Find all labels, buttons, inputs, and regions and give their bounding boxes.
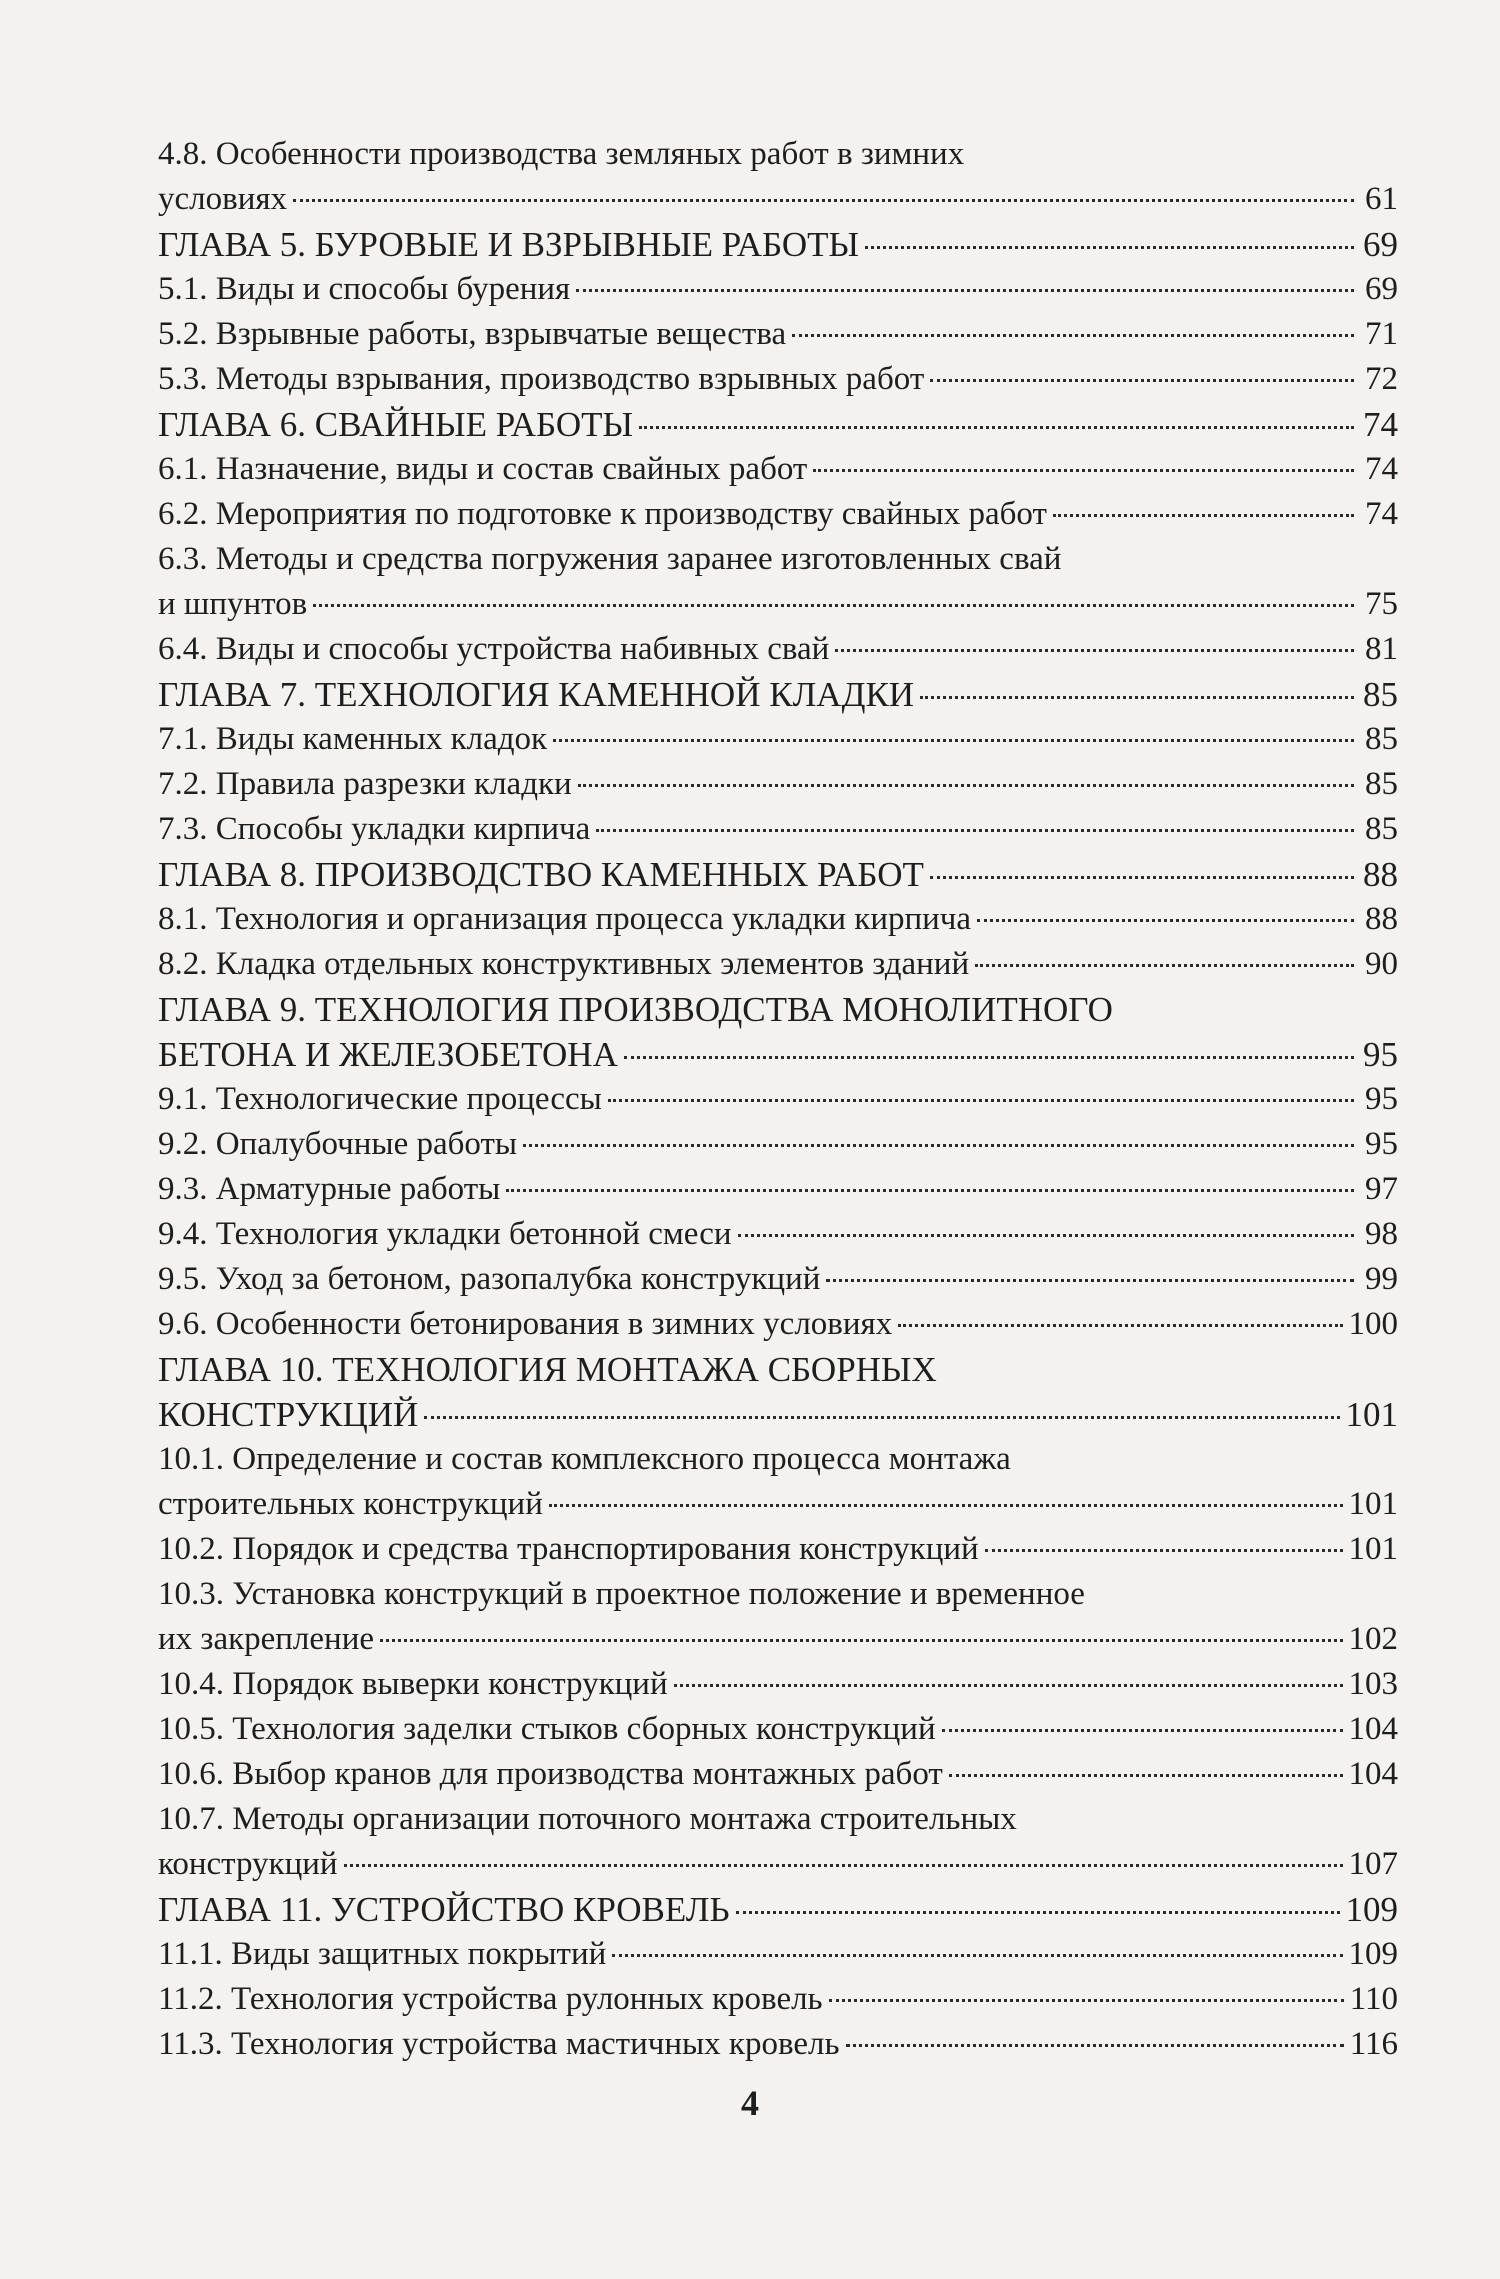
toc-entry-page: 71 (1365, 316, 1398, 352)
toc-entry-line (158, 492, 1398, 537)
dot-leader (977, 919, 1354, 922)
toc-entry-title-first-line: 10.3. Установка конструкций в проектное положение и временное (158, 1576, 1085, 1612)
toc-entry-title: 9.3. Арматурные работы (158, 1171, 501, 1207)
dot-leader (523, 1144, 1354, 1147)
toc-entry-page: 95 (1365, 1081, 1398, 1117)
toc-section-entry (158, 1932, 1398, 1977)
dot-leader (736, 1911, 1340, 1914)
toc-section-entry (158, 492, 1398, 537)
toc-entry-title: ГЛАВА 6. СВАЙНЫЕ РАБОТЫ (158, 405, 634, 444)
toc-section-entry (158, 1122, 1398, 1167)
toc-entry-title: 5.3. Методы взрывания, производство взрывных работ (158, 361, 925, 397)
toc-entry-page: 90 (1365, 946, 1398, 982)
toc-entry-page: 101 (1348, 1486, 1398, 1522)
toc-entry-title: 5.2. Взрывные работы, взрывчатые вещества (158, 316, 787, 352)
dot-leader (826, 1279, 1354, 1282)
toc-chapter-entry (158, 402, 1398, 447)
dot-leader (344, 1864, 1343, 1867)
dot-leader (738, 1234, 1354, 1237)
toc-entry-title-first-line: ГЛАВА 9. ТЕХНОЛОГИЯ ПРОИЗВОДСТВА МОНОЛИТНОГО (158, 990, 1113, 1029)
toc-entry-line (158, 1257, 1398, 1302)
toc-entry-page: 72 (1365, 361, 1398, 397)
dot-leader (829, 1999, 1344, 2002)
toc-entry-title: конструкций (158, 1846, 338, 1882)
toc-chapter-entry (158, 1347, 1398, 1437)
toc-entry-page: 101 (1345, 1395, 1398, 1434)
toc-entry-title: условиях (158, 181, 288, 217)
toc-section-entry (158, 1167, 1398, 1212)
toc-entry-page: 85 (1365, 766, 1398, 802)
toc-section-entry (158, 762, 1398, 807)
toc-section-entry (158, 1662, 1398, 1707)
page-number: 4 (741, 2083, 759, 2123)
toc-section-entry (158, 1077, 1398, 1122)
toc-section-entry (158, 1977, 1398, 2022)
toc-entry-title: 6.2. Мероприятия по подготовке к производству свайных работ (158, 496, 1047, 532)
toc-section-entry (158, 717, 1398, 762)
toc-entry-page: 103 (1348, 1666, 1398, 1702)
toc-entry-line (158, 717, 1398, 762)
dot-leader (792, 334, 1354, 337)
toc-entry-line (158, 177, 1398, 222)
toc-entry-title: 6.4. Виды и способы устройства набивных свай (158, 631, 830, 667)
toc-entry-page: 110 (1349, 1981, 1398, 2017)
toc-entry-line (158, 357, 1398, 402)
toc-entry-title: 7.2. Правила разрезки кладки (158, 766, 572, 802)
dot-leader (553, 739, 1354, 742)
dot-leader (639, 426, 1354, 429)
toc-entry-page: 97 (1365, 1171, 1398, 1207)
toc-entry-line (158, 312, 1398, 357)
toc-section-entry (158, 267, 1398, 312)
toc-chapter-entry (158, 672, 1398, 717)
toc-entry-title-first-line: ГЛАВА 10. ТЕХНОЛОГИЯ МОНТАЖА СБОРНЫХ (158, 1350, 937, 1389)
toc-entry-page: 95 (1365, 1126, 1398, 1162)
toc-entry-title: 8.1. Технология и организация процесса укладки кирпича (158, 901, 972, 937)
toc-entry-line (158, 1122, 1398, 1167)
dot-leader (624, 1056, 1354, 1059)
toc-entry-line (158, 627, 1398, 672)
toc-entry-line (158, 2022, 1398, 2067)
dot-leader (380, 1639, 1342, 1642)
dot-leader (576, 289, 1354, 292)
toc-section-entry (158, 897, 1398, 942)
toc-entry-page: 109 (1348, 1936, 1398, 1972)
toc-entry-page: 85 (1365, 811, 1398, 847)
toc-entry-title: 10.5. Технология заделки стыков сборных конструкций (158, 1711, 936, 1747)
toc-entry-line (158, 1527, 1398, 1572)
toc-entry-title: 9.4. Технология укладки бетонной смеси (158, 1216, 732, 1252)
toc-entry-title: ГЛАВА 5. БУРОВЫЕ И ВЗРЫВНЫЕ РАБОТЫ (158, 225, 860, 264)
toc-entry-line (158, 1077, 1398, 1122)
toc-entry-title: 9.1. Технологические процессы (158, 1081, 602, 1117)
toc-entry-page: 69 (1363, 225, 1398, 264)
toc-entry-line (158, 942, 1398, 987)
toc-entry-title: 10.4. Порядок выверки конструкций (158, 1666, 668, 1702)
dot-leader (424, 1416, 1339, 1419)
toc-entry-title: ГЛАВА 7. ТЕХНОЛОГИЯ КАМЕННОЙ КЛАДКИ (158, 675, 915, 714)
toc-entry-title-first-line: 10.1. Определение и состав комплексного процесса монтажа (158, 1441, 1011, 1477)
toc-entry-line (158, 222, 1398, 267)
toc-section-entry (158, 1752, 1398, 1797)
toc-entry-page: 74 (1365, 451, 1398, 487)
toc-entry-page: 107 (1348, 1846, 1398, 1882)
toc-section-entry (158, 807, 1398, 852)
dot-leader (549, 1504, 1343, 1507)
toc-section-entry (158, 312, 1398, 357)
toc-entry-page: 102 (1348, 1621, 1398, 1657)
toc-entry-title-first-line: 4.8. Особенности производства земляных работ в зимних (158, 136, 965, 172)
dot-leader (985, 1549, 1343, 1552)
dot-leader (313, 604, 1354, 607)
toc-entry-title: 8.2. Кладка отдельных конструктивных элементов зданий (158, 946, 970, 982)
dot-leader (920, 696, 1354, 699)
toc-entry-title-first-line: 6.3. Методы и средства погружения заранее изготовленных свай (158, 541, 1062, 577)
dot-leader (949, 1774, 1343, 1777)
toc-entry-page: 100 (1348, 1306, 1398, 1342)
toc-entry-line (158, 762, 1398, 807)
toc-entry-title: БЕТОНА И ЖЕЛЕЗОБЕТОНА (158, 1035, 618, 1074)
toc-entry-title: 7.3. Способы укладки кирпича (158, 811, 591, 847)
toc-chapter-entry (158, 852, 1398, 897)
toc-entry-line (158, 267, 1398, 312)
toc-entry-title: 10.6. Выбор кранов для производства монтажных работ (158, 1756, 943, 1792)
dot-leader (930, 876, 1354, 879)
toc-entry-line (158, 1212, 1398, 1257)
toc-section-entry (158, 2022, 1398, 2067)
toc-entry-page: 88 (1363, 855, 1398, 894)
dot-leader (846, 2044, 1344, 2047)
toc-entry-title: 11.3. Технология устройства мастичных кровель (158, 2026, 840, 2062)
toc-section-entry (158, 537, 1398, 627)
toc-entry-page: 109 (1345, 1890, 1398, 1929)
toc-entry-title: 9.6. Особенности бетонирования в зимних условиях (158, 1306, 893, 1342)
dot-leader (975, 964, 1354, 967)
toc-entry-title: КОНСТРУКЦИЙ (158, 1395, 419, 1434)
toc-entry-title: и шпунтов (158, 586, 308, 622)
toc-entry-page: 74 (1365, 496, 1398, 532)
toc-entry-title: строительных конструкций (158, 1486, 543, 1522)
toc-entry-line (158, 897, 1398, 942)
toc-section-entry (158, 1707, 1398, 1752)
table-of-contents (158, 132, 1398, 2067)
toc-section-entry (158, 942, 1398, 987)
toc-section-entry (158, 627, 1398, 672)
toc-entry-page: 74 (1363, 405, 1398, 444)
dot-leader (506, 1189, 1354, 1192)
toc-entry-line (158, 1617, 1398, 1662)
toc-entry-line (158, 852, 1398, 897)
dot-leader (612, 1954, 1342, 1957)
toc-entry-line (158, 1752, 1398, 1797)
toc-entry-title: 5.1. Виды и способы бурения (158, 271, 571, 307)
toc-entry-line (158, 1662, 1398, 1707)
toc-section-entry (158, 1302, 1398, 1347)
toc-entry-page: 61 (1365, 181, 1398, 217)
dot-leader (608, 1099, 1354, 1102)
toc-entry-title: их закрепление (158, 1621, 375, 1657)
toc-entry-line (158, 402, 1398, 447)
toc-entry-page: 99 (1365, 1261, 1398, 1297)
toc-section-entry (158, 1572, 1398, 1662)
toc-entry-title: 9.5. Уход за бетоном, разопалубка конструкций (158, 1261, 821, 1297)
toc-entry-page: 104 (1348, 1711, 1398, 1747)
toc-entry-title: 7.1. Виды каменных кладок (158, 721, 548, 757)
toc-entry-page: 75 (1365, 586, 1398, 622)
toc-entry-line (158, 1032, 1398, 1077)
toc-section-entry (158, 1527, 1398, 1572)
toc-entry-page: 88 (1365, 901, 1398, 937)
toc-section-entry (158, 1257, 1398, 1302)
dot-leader (578, 784, 1354, 787)
toc-entry-line (158, 1392, 1398, 1437)
toc-entry-line (158, 1302, 1398, 1347)
toc-entry-line (158, 1887, 1398, 1932)
toc-entry-page: 101 (1348, 1531, 1398, 1567)
toc-entry-line (158, 807, 1398, 852)
dot-leader (865, 246, 1354, 249)
toc-entry-page: 98 (1365, 1216, 1398, 1252)
dot-leader (898, 1324, 1342, 1327)
toc-section-entry (158, 132, 1398, 222)
toc-section-entry (158, 447, 1398, 492)
toc-chapter-entry (158, 222, 1398, 267)
dot-leader (942, 1729, 1343, 1732)
toc-section-entry (158, 1437, 1398, 1527)
toc-entry-title: 6.1. Назначение, виды и состав свайных работ (158, 451, 808, 487)
toc-entry-title-first-line: 10.7. Методы организации поточного монтажа строительных (158, 1801, 1017, 1837)
toc-entry-line (158, 1707, 1398, 1752)
toc-chapter-entry (158, 1887, 1398, 1932)
dot-leader (813, 469, 1354, 472)
toc-entry-page: 95 (1363, 1035, 1398, 1074)
toc-entry-title: 11.2. Технология устройства рулонных кровель (158, 1981, 823, 2017)
toc-entry-title: 9.2. Опалубочные работы (158, 1126, 518, 1162)
toc-entry-line (158, 672, 1398, 717)
dot-leader (930, 379, 1354, 382)
dot-leader (674, 1684, 1343, 1687)
toc-entry-line (158, 1167, 1398, 1212)
toc-section-entry (158, 357, 1398, 402)
toc-entry-title: 11.1. Виды защитных покрытий (158, 1936, 607, 1972)
toc-entry-page: 85 (1363, 675, 1398, 714)
toc-entry-page: 116 (1349, 2026, 1398, 2062)
toc-section-entry (158, 1797, 1398, 1887)
toc-chapter-entry (158, 987, 1398, 1077)
toc-section-entry (158, 1212, 1398, 1257)
toc-entry-line (158, 1842, 1398, 1887)
dot-leader (293, 199, 1354, 202)
dot-leader (835, 649, 1354, 652)
toc-entry-line (158, 1932, 1398, 1977)
dot-leader (596, 829, 1354, 832)
toc-entry-page: 85 (1365, 721, 1398, 757)
toc-entry-page: 69 (1365, 271, 1398, 307)
toc-entry-line (158, 582, 1398, 627)
toc-entry-title: ГЛАВА 11. УСТРОЙСТВО КРОВЕЛЬ (158, 1890, 730, 1929)
toc-entry-page: 81 (1365, 631, 1398, 667)
toc-entry-line (158, 1977, 1398, 2022)
toc-entry-title: 10.2. Порядок и средства транспортирования конструкций (158, 1531, 979, 1567)
dot-leader (1053, 514, 1354, 517)
toc-entry-title: ГЛАВА 8. ПРОИЗВОДСТВО КАМЕННЫХ РАБОТ (158, 855, 924, 894)
toc-entry-line (158, 447, 1398, 492)
toc-entry-page: 104 (1348, 1756, 1398, 1792)
toc-entry-line (158, 1482, 1398, 1527)
